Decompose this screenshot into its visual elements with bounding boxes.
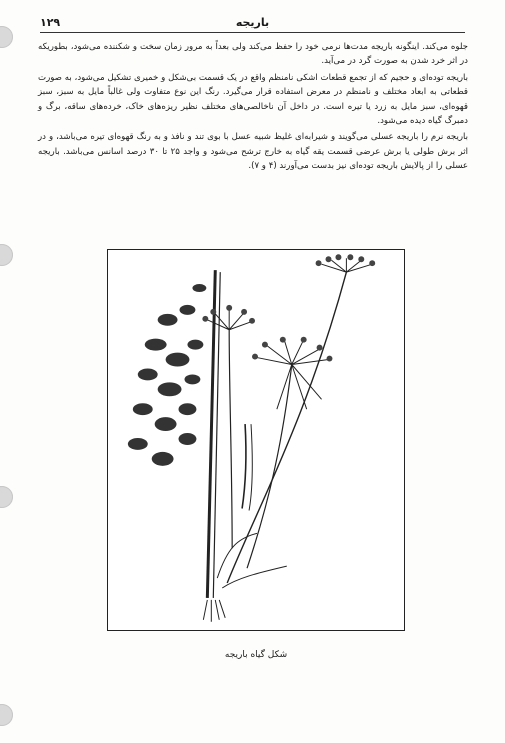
plant-drawing <box>108 250 404 630</box>
running-title: باریجه <box>235 16 270 29</box>
paragraph: باریجه نرم را باریجه عسلی می‌گویند و شیرابه‌ای غلیظ شبیه عسل با بوی تند و نافذ و به رنگ قهوه‌ای تیره می‌باشد، و در اثر برش طولی یا برش عرضی قسمت یقه گیاه به خارج ترشح می‌شود و واجد ۲۵ تا ۳۰ درصد اسانس می‌باشد. باریجه عسلی را از پالایش باریجه توده‌ای نیز بدست می‌آورند (۴ و ۷). <box>38 132 469 172</box>
body-text <box>38 40 468 176</box>
header-rule <box>40 32 465 33</box>
punch-hole <box>0 704 13 726</box>
paragraph: جلوه می‌کند. اینگونه باریجه مدت‌ها نرمی خود را حفظ می‌کند ولی بعداً به مرور زمان سخت و شکننده می‌شود، بطوریکه در اثر خرد شدن به صورت گرد در می‌آید. <box>38 42 468 67</box>
page-header <box>40 14 465 34</box>
figure-caption: شکل گیاه باریجه <box>224 650 288 660</box>
punch-hole <box>0 26 13 48</box>
punch-hole <box>0 244 13 266</box>
paragraph: باریجه توده‌ای و حجیم که از تجمع قطعات اشکی نامنظم واقع در یک قسمت بی‌شکل و خمیری تشکیل می‌شود، به صورت قطعاتی به ابعاد مختلف و نامنظم در معرض استفاده قرار می‌گیرد. رنگ این نوع متفاوت ولی غالباً مایل به سبز، سبز قهوه‌ای، سبز مایل به زرد یا تیره است. در داخل آن ناخالصی‌های مختلف نظیر ریزه‌های خاک، خرده‌های ساقه، برگ و دمبرگ گیاه دیده می‌شود. <box>38 72 468 127</box>
plant-illustration <box>107 249 405 631</box>
page-number: ۱۲۹ <box>40 16 61 29</box>
punch-hole <box>0 486 13 508</box>
